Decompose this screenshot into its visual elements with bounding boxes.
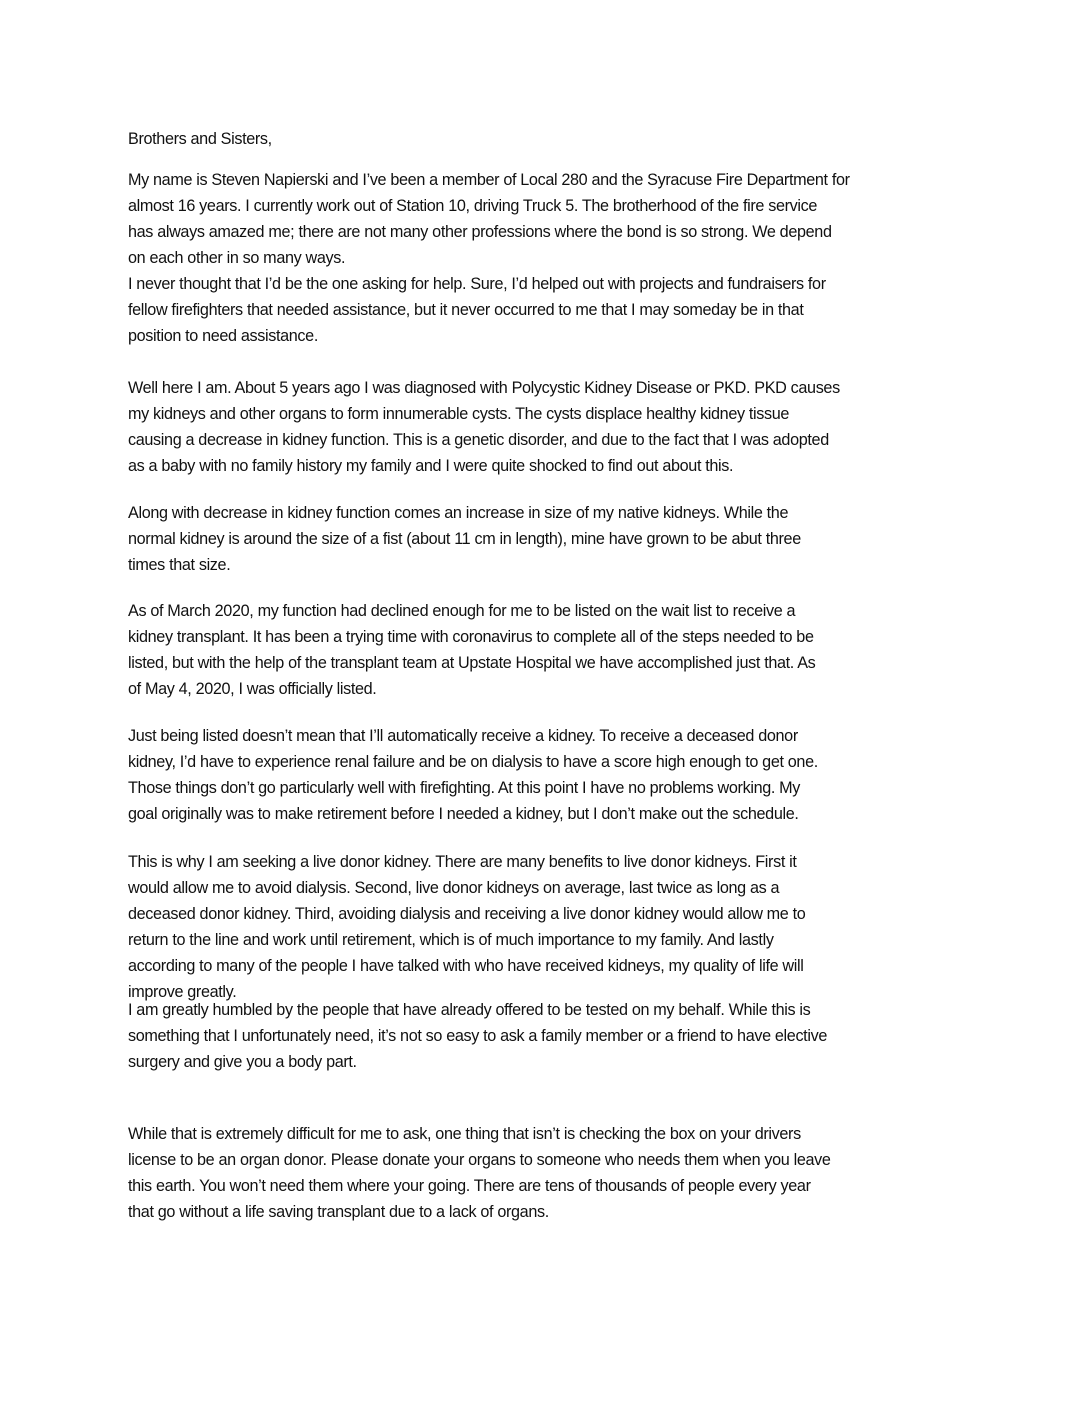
text-line: goal originally was to make retirement before I needed a kidney, but I don’t make out the schedule. — [128, 805, 799, 823]
text-line: my kidneys and other organs to form innumerable cysts. The cysts displace healthy kidney tissue — [128, 405, 790, 423]
text-line: listed, but with the help of the transplant team at Upstate Hospital we have accomplished just that. As — [128, 654, 816, 672]
text-line: improve greatly. — [128, 983, 237, 1001]
text-line: As of March 2020, my function had declined enough for me to be listed on the wait list to receive a — [128, 602, 796, 620]
text-line: almost 16 years. I currently work out of Station 10, driving Truck 5. The brotherhood of the fire service — [128, 197, 818, 215]
text-line: This is why I am seeking a live donor kidney. There are many benefits to live donor kidneys. First it — [128, 853, 797, 871]
text-line: as a baby with no family history my family and I were quite shocked to find out about this. — [128, 457, 734, 475]
text-line: according to many of the people I have talked with who have received kidneys, my quality of life will — [128, 957, 804, 975]
paragraph-deceased-donor — [128, 723, 988, 827]
text-line: something that I unfortunately need, it’s not so easy to ask a family member or a friend to have elective — [128, 1027, 827, 1045]
text-line: normal kidney is around the size of a fist (about 11 cm in length), mine have grown to be abut three — [128, 530, 801, 548]
paragraph-organ-donor — [128, 1121, 988, 1225]
text-line: on each other in so many ways. — [128, 249, 346, 267]
text-line: return to the line and work until retirement, which is of much importance to my family. And lastly — [128, 931, 774, 949]
salutation — [128, 126, 988, 152]
text-line: times that size. — [128, 556, 231, 574]
text-line: While that is extremely difficult for me to ask, one thing that isn’t is checking the box on your drivers — [128, 1125, 801, 1143]
text-line: I am greatly humbled by the people that have already offered to be tested on my behalf. While this is — [128, 1001, 811, 1019]
paragraph-wait-list — [128, 598, 988, 702]
text-line: license to be an organ donor. Please donate your organs to someone who needs them when you leave — [128, 1151, 831, 1169]
text-line: has always amazed me; there are not many other professions where the bond is so strong. We depend — [128, 223, 832, 241]
paragraph-kidney-size — [128, 500, 988, 578]
paragraph-asking-for-help — [128, 271, 988, 349]
text-line: Just being listed doesn’t mean that I’ll automatically receive a kidney. To receive a deceased donor — [128, 727, 798, 745]
text-line: Brothers and Sisters, — [128, 130, 272, 148]
paragraph-diagnosis — [128, 375, 988, 479]
text-line: fellow firefighters that needed assistance, but it never occurred to me that I may someday be in that — [128, 301, 804, 319]
text-line: Along with decrease in kidney function comes an increase in size of my native kidneys. While the — [128, 504, 789, 522]
text-line: kidney, I’d have to experience renal failure and be on dialysis to have a score high enough to get one. — [128, 753, 818, 771]
text-line: I never thought that I’d be the one asking for help. Sure, I’d helped out with projects and fundraisers for — [128, 275, 826, 293]
paragraph-live-donor — [128, 849, 988, 1005]
paragraph-introduction — [128, 167, 988, 271]
text-line: would allow me to avoid dialysis. Second, live donor kidneys on average, last twice as long as a — [128, 879, 780, 897]
text-line: position to need assistance. — [128, 327, 318, 345]
text-line: Those things don’t go particularly well with firefighting. At this point I have no problems working. My — [128, 779, 801, 797]
text-line: this earth. You won’t need them where your going. There are tens of thousands of people every year — [128, 1177, 811, 1195]
text-line: surgery and give you a body part. — [128, 1053, 357, 1071]
text-line: Well here I am. About 5 years ago I was diagnosed with Polycystic Kidney Disease or PKD. PKD causes — [128, 379, 840, 397]
text-line: kidney transplant. It has been a trying time with coronavirus to complete all of the steps needed to be — [128, 628, 814, 646]
text-line: causing a decrease in kidney function. This is a genetic disorder, and due to the fact that I was adopted — [128, 431, 829, 449]
text-line: My name is Steven Napierski and I’ve been a member of Local 280 and the Syracuse Fire Department for — [128, 171, 850, 189]
text-line: deceased donor kidney. Third, avoiding dialysis and receiving a live donor kidney would allow me to — [128, 905, 806, 923]
text-line: of May 4, 2020, I was officially listed. — [128, 680, 377, 698]
text-line: that go without a life saving transplant due to a lack of organs. — [128, 1203, 549, 1221]
paragraph-humbled — [128, 997, 988, 1075]
